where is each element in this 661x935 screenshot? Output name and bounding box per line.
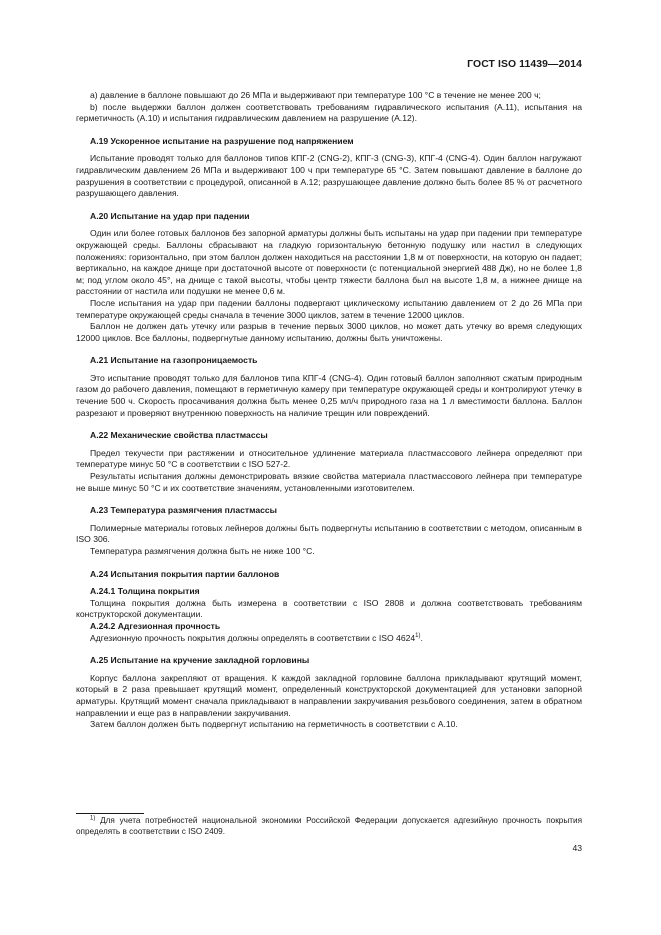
section-a20-paragraph-3: Баллон не должен дать утечку или разрыв в течение первых 3000 циклов, но может дать утечку во время следующих 12000 циклов. Все баллоны, подвергнутые данному испытанию, должны быть уничтожены. <box>76 321 582 343</box>
section-a21-paragraph-1: Это испытание проводят только для баллонов типа КПГ-4 (CNG-4). Один готовый баллон заполняют сжатым природным газом до рабочего давления, помещают в герметичную камеру при температуре окружающей среды и контролируют утечку в течение 500 ч. Скорость просачивания должна быть менее 0,25 мл/ч природного газа на 1 л вместимости баллона. Баллон разрезают и проверяют внутреннюю поверхность на наличие трещин или повреждений. <box>76 372 582 418</box>
section-a23-title: А.23 Температура размягчения пластмассы <box>90 505 278 516</box>
section-a23-paragraph-1: Полимерные материалы готовых лейнеров должны быть подвергнуты испытанию в соответствии с методом, описанным в ISO 306. <box>76 522 582 545</box>
standard-code-header: ГОСТ ISO 11439—2014 <box>467 59 582 70</box>
section-a19-paragraph-1: Испытание проводят только для баллонов типов КПГ-2 (CNG-2), КПГ-3 (CNG-3), КПГ-4 (CNG-4). Один баллон нагружают гидравлическим давлением 26 МПа и выдерживают 100 ч при температуре 65 °С. Затем повышают давление в баллоне до разрушения в соответствии с процедурой, описанной в А.12; разрушающее давление должно быть более 85 % от расчетного разрушающего давления. <box>76 153 582 199</box>
footnote-reference: 1) <box>415 632 421 639</box>
item-b-paragraph: b) после выдержки баллон должен соответствовать требованиям гидравлического испытания (А.11), испытания на герметичность (А.10) и испытания гидравлическим давлением на разрушение (А.12). <box>76 101 582 124</box>
subsection-a24-2-paragraph <box>76 633 582 645</box>
section-a24-title: А.24 Испытания покрытия партии баллонов <box>90 568 280 579</box>
section-a25-paragraph-1: Корпус баллона закрепляют от вращения. К каждой закладной горловине баллона прикладывают крутящий момент, который в 2 раза превышает крутящий момент, определенный конструкторской документацией для установки запорной арматуры. Крутящий момент сначала прикладывают в направлении закручивания резьбового соединения, затем в обратном направлении и еще раз в направлении закручивания. <box>76 672 582 718</box>
section-a21-title: А.21 Испытание на газопроницаемость <box>90 355 258 366</box>
footnote-marker: 1) <box>90 815 96 822</box>
section-a25-title: А.25 Испытание на кручение закладной горловины <box>90 655 310 666</box>
section-a25-paragraph-2: Затем баллон должен быть подвергнут испытанию на герметичность в соответствии с А.10. <box>90 719 458 730</box>
section-a22-title: А.22 Механические свойства пластмассы <box>90 430 268 441</box>
section-a22-paragraph-2: Результаты испытания должны демонстрировать вязкие свойства материала пластмассового лейнера при температуре не выше минус 50 °С и их соответствие значениям, установленными изготовителем. <box>76 471 582 493</box>
section-a20-paragraph-1: Один или более готовых баллонов без запорной арматуры должны быть испытаны на удар при падении при температуре окружающей среды. Баллоны сбрасывают на гладкую горизонтальную бетонную подушку или настил в следующих положениях: горизонтально, при этом баллон должен находиться на расстоянии 1,8 м от поверхности, на которую он падает; вертикально, на каждое днище при достаточной высоте от поверхности (с потенциальной энергией 488 Дж), но не более 1,8 м; под углом около 45°, на днище с такой высоты, чтобы центр тяжести баллона был на высоте 1,8 м, а нижнее днище на расстоянии от настила или подушки не менее 0,6 м. <box>76 228 582 297</box>
footnote <box>76 815 582 837</box>
section-a20-paragraph-2: После испытания на удар при падении баллоны подвергают циклическому испытанию давлением от 2 до 26 МПа при температуре окружающей среды сначала в течение 3000 циклов, затем в течение 12000 циклов. <box>76 297 582 320</box>
section-a19-title: А.19 Ускоренное испытание на разрушение под напряжением <box>90 135 354 146</box>
item-a-paragraph: а) давление в баллоне повышают до 26 МПа и выдерживают при температуре 100 °С в течение не менее 200 ч; <box>90 90 541 100</box>
footnote-text: Для учета потребностей национальной экономики Российской Федерации допускается адгезийную прочность покрытия определять в соответствии с ISO 2409. <box>76 816 582 837</box>
page-body <box>76 90 582 731</box>
subsection-a24-1-paragraph: Толщина покрытия должна быть измерена в соответствии с ISO 2808 и должна соответствовать требованиям конструкторской документации. <box>76 597 582 620</box>
page-number: 43 <box>572 843 582 853</box>
subsection-a24-2-title: А.24.2 Адгезионная прочность <box>90 620 221 631</box>
subsection-a24-1-title: А.24.1 Толщина покрытия <box>90 586 200 597</box>
subsection-a24-2-text: Адгезионную прочность покрытия должны определять в соответствии с ISO 4624 <box>90 632 416 643</box>
section-a22-paragraph-1: Предел текучести при растяжении и относительное удлинение материала пластмассового лейнера определяют при температуре минус 50 °С в соответствии с ISO 527-2. <box>76 447 582 470</box>
footnote-divider <box>76 813 144 814</box>
section-a23-paragraph-2: Температура размягчения должна быть не ниже 100 °С. <box>90 546 315 556</box>
section-a20-title: А.20 Испытание на удар при падении <box>90 210 250 221</box>
subsection-a24-2-period: . <box>420 632 423 643</box>
